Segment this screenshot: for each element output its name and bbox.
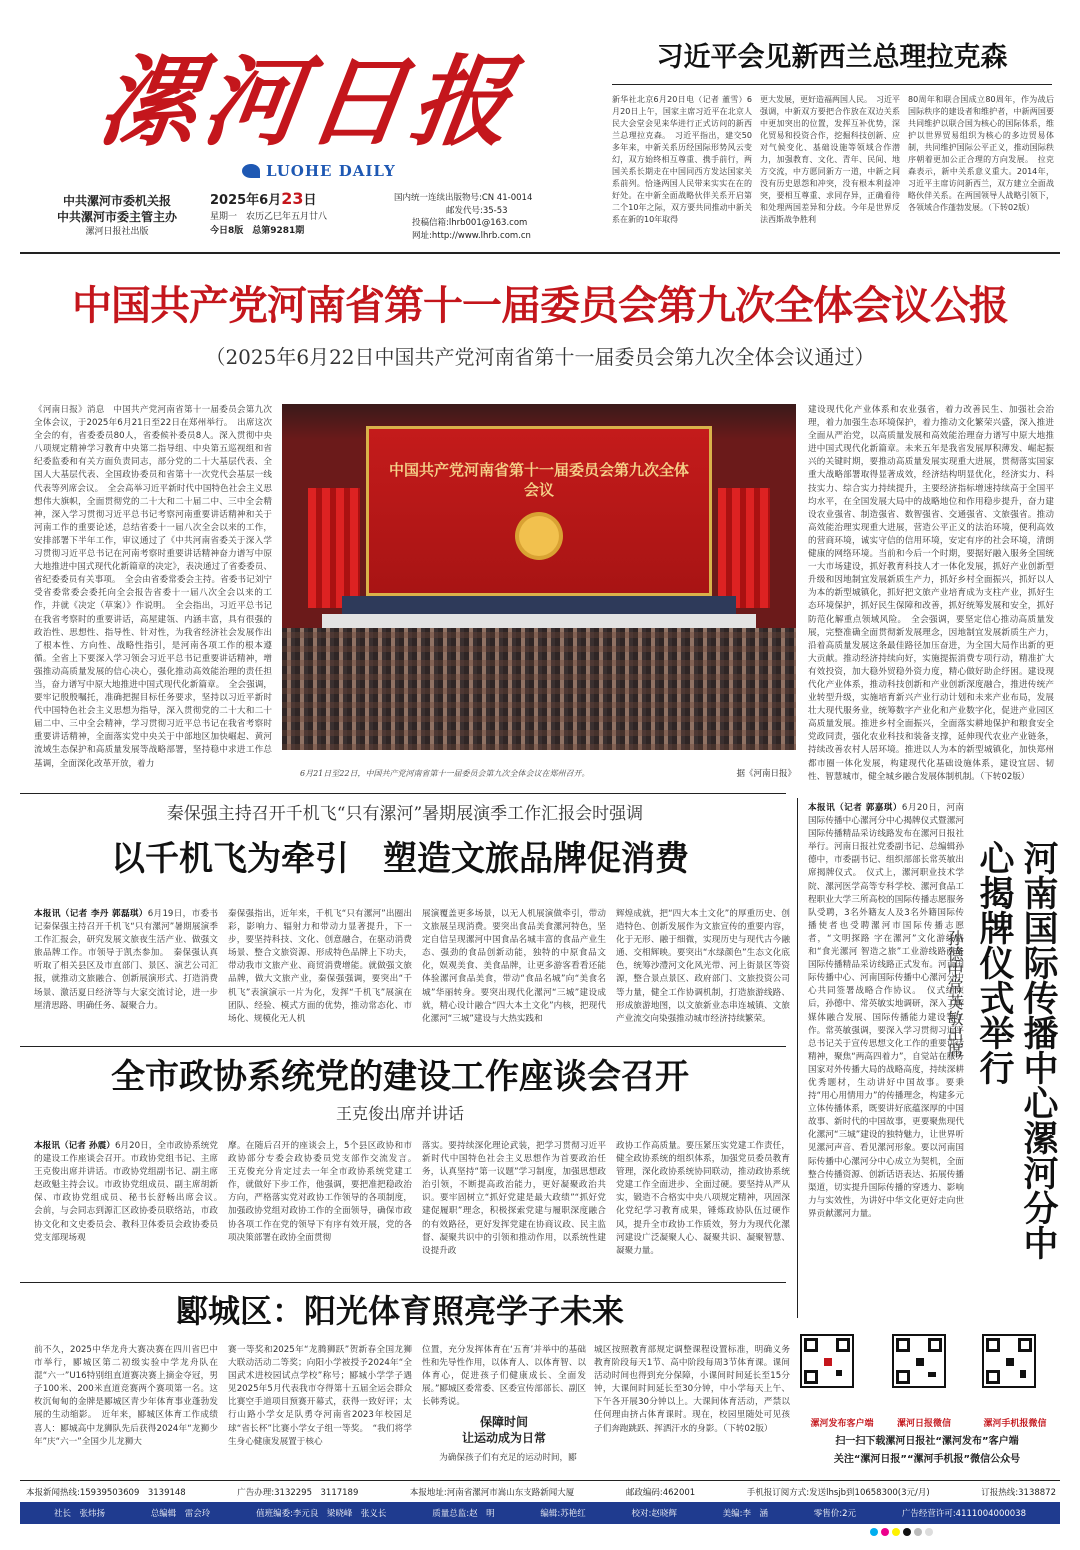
story5-byline: 本报讯（记者 郭嘉琪）	[808, 803, 902, 813]
story3-col-2: 摩。在随后召开的座谈会上，5个县区政协和市政协部分专委会政协委员党支部作交流发言。 王克俊充分肯定过去一年全市政协系统党建工作，就做好下步工作，他强调，要把准把稳政治方向，严格落实党对政协工作领导的各项制度，加强政协党组对政协工作的全面领导，确保市政协各项工作在党的领导下有序有效开展，党的各项决策部署在政协全面贯彻	[228, 1141, 421, 1243]
qr-area	[800, 1334, 1060, 1484]
story3-col-1	[34, 1140, 227, 1280]
masthead-logo	[242, 162, 396, 180]
section-rule-3	[20, 1282, 786, 1283]
footer-rule	[20, 1480, 1060, 1481]
story4-col-1: 前不久，2025中华龙舟大赛决赛在四川省巴中市举行，郾城区第二初级实验中学龙舟队在混“六一”U16特别组直道赛决赛上摘金夺冠，男子100米、200米直道竞赛两个赛项第一名。这枚沉甸甸的金牌是郾城区青少年体育事业蓬勃发展的生动缩影。 近年来，郾城区体育工作成绩喜人：郾城高中龙狮队先后获得2024年“龙狮少年”庆“六一”全国少儿龙狮大	[34, 1345, 218, 1447]
weekday-lunar: 星期一 农历乙巳年五月廿八	[210, 212, 328, 222]
footer-duty-editors: 值班编委:李元良 梁晓峰 张义长	[256, 1509, 387, 1519]
sidebar-divider	[797, 798, 798, 1318]
story3-col-4: 政协工作高质量。要压紧压实党建工作责任，健全政协系统的组织体系，加强党员委员教育管理，深化政协系统协同联动，推动政协系统党建工作全面进步、全面过硬。要坚持从严从实，锻造不合格实中央八项规定精神，巩固深化党纪学习教育成果，锤炼政协队伍过硬作风，提升全市政协工作质效，努力为现代化漯河建设广泛凝聚人心、凝聚共识、凝聚智慧、凝聚力量。	[616, 1141, 790, 1256]
photo-caption: 6月21日至22日，中国共产党河南省第十一届委员会第九次全体会议在郑州召开。	[300, 769, 590, 778]
qr-label-mobile: 漯河手机报微信	[983, 1419, 1047, 1429]
logo-mark-icon	[242, 164, 260, 178]
top-story-col-3: 80周年和联合国成立80周年，作为战后国际秩序的建设者和维护者，中新两国要共同维护以联合国为核心的国际体系，维护以世界贸易组织为核心的多边贸易体制，共同维护国际公平正义，推动国际秩序朝着更加公正合理的方向发展。 拉克森表示，新中关系意义重大。2014年，习近平主席访问新西兰，双方建立全面战略伙伴关系。在两国领导人战略引领下，各领域合作蓬勃发展。（下转02版）	[908, 95, 1054, 212]
footer-subscribe: 订报热线:3138872	[981, 1488, 1056, 1498]
story5-subheadline: 孙德中常英敏出席	[945, 930, 964, 1058]
story3-col-3: 落实。要持续深化理论武装，把学习贯彻习近平新时代中国特色社会主义思想作为首要政治任务，认真坚持“第一议题”学习制度，加强思想政治引领，不断提高政治能力，更好凝聚政治共识。要牢固树立“抓好党建是最大政绩”“抓好党建促履职”理念，积极探索党建与履职深度融合的有效路径，更好发挥党建在协商议政、民主监督、凝聚共识中的引领和推动作用，以系统性建设提升政	[422, 1141, 606, 1256]
postal-code: 邮发代号:35-53	[446, 205, 508, 216]
masthead-title: 漯河日报	[91, 45, 525, 160]
top-story-rule	[612, 84, 1052, 85]
masthead-rule	[20, 252, 1060, 254]
footer-license: 广告经营许可:4111004000038	[901, 1509, 1026, 1519]
qr-line-2: 关注“漯河日报”“漯河手机报”微信公众号	[833, 1454, 1021, 1465]
top-story-col-2: 更大发展，更好造福两国人民。 习近平强调，中新双方要把合作放在双边关系中更加突出的位置，发挥互补优势，深化贸易和投资合作，挖掘科技创新、应对气候变化、基础设施等领域合作潜力，加强教育、文化、青年、民间、地方交流，中方愿同新方一道，中新之间没有历史恩怨和冲突，没有根本利益冲突，要相互尊重、求同存异，正确看待和处理两国差异和分歧。今年是世界反法西斯战争胜利	[760, 95, 900, 224]
story2-col-2: 秦保强指出，近年来，千机飞“只有漯河”出圈出彩，影响力、辐射力和带动力显著提升，下一步，要坚持科技、文化、创意融合，在驱动消费场景、整合文旅资源、形成特色品牌上下功夫，带动我市文旅产业、商贸消费增能。就做强文旅品牌，做大文旅产业，秦保强强调，要突出“千机飞”表演演示一片为化，发挥“千机飞”展演在团队、经验、模式方面的优势，推动常态化、市场化、规模化无人机	[228, 909, 412, 1024]
qr-code-wechat[interactable]	[892, 1334, 946, 1388]
qr-code-app[interactable]	[800, 1334, 854, 1388]
story4-box	[422, 1414, 586, 1446]
footer-address: 本报地址:河南省漯河市嵩山东支路新闻大厦	[409, 1488, 575, 1498]
photo-credit: 据《河南日报》	[736, 769, 796, 779]
top-story-col-1: 新华社北京6月20日电（记者 董雪）6月20日上午，国家主席习近平在北京人民大会堂会见来华进行正式访问的新西兰总理拉克森。 习近平指出，建交50多年来，中新关系历经国际形势风云变幻，双方始终相互尊重、携手前行，两国关系长期走在中国同西方发达国家关系前列。恰逢两国人民带来实实在在的好处。在中新全面战略伙伴关系开启第二个10年之际，双方要共同推动中新关系在新的10年取得	[612, 95, 752, 224]
story5-text-body: 6月20日，河南国际传播中心漯河分中心揭牌仪式暨漯河国际传播精品采访线路发布在漯河日报社举行。河南日报社党委副书记、总编辑孙德中，市委副书记、组织部部长常英敏出席揭牌仪式。 仪式上，漯河职业技术学院、漯河医学高等专科学校、漯河食品工程职业大学三所高校的国际传播志愿服务队受聘，3名外籍友人及3名外籍国际传播使者也受聘漯河市国际传播志愿者，“文明探路 字在漯河”文化游线路和“食光漯河 智造之旅”工业游线路两条国际传播精品采访线路正式发布。河南国际传播中心、河南国际传播中心漯河分中心共同签署战略合作协议。 仪式结束后，孙德中、常英敏实地调研，深入了解媒体融合发展、国际传播能力建设等工作。常英敏强调，要深入学习贯彻习近平总书记关于宣传思想文化工作的重要讲话精神，聚焦“两高四着力”，自觉站在服务国家对外传播大局的战略高度，持续深耕优秀题材，生动讲好中国故事。要秉持“用心用情用力”的传播理念，构建多元立体传播体系，既要讲好底蕴深厚的中国故事、新时代的中国故事，更要聚焦现代化漯河“三城”建设的独特魅力，让世界听见漯河声音、看见漯河形象。要以河南国际传播中心漯河分中心成立为契机，全面整合传播资源、创新话语表达、拓展传播渠道，切实提升国际传播的穿透力、影响力与实效性，为讲好中华文化更好走向世界贡献漯河力量。	[808, 803, 964, 1219]
footer-row-1	[26, 1486, 1056, 1500]
footer-mobile-sub: 手机报订阅方式:发送lhsjb到10658300(3元/月)	[746, 1488, 930, 1498]
story3-subheadline: 王克俊出席并讲话	[335, 1104, 464, 1123]
cn-code: 国内统一连续出版物号:CN 41-0014	[394, 193, 533, 203]
party-emblem-icon	[519, 516, 559, 556]
sponsor-line-2: 中共漯河市委主管主办	[56, 210, 177, 224]
story2-col-1	[34, 908, 218, 1048]
footer-chief-editor: 总编辑 雷会玲	[150, 1509, 211, 1519]
qr-label-wechat: 漯河日报微信	[896, 1419, 951, 1429]
section-rule-1	[20, 793, 786, 794]
story2-col-1-text: 6月19日，市委书记秦保强主持召开千机飞“只有漯河”暑期展演季工作汇报会，研究发展文旅夜生活产业、做强文旅品牌工作。市领导于凯杰参加。 秦保强认真听取了相关县区及市直部门、景区、演艺公司汇报，就推动文旅融合、创新展演形式、打造消费场景、激活夏日经济等与大家交流讨论，进一步厘清思路、明确任务、凝聚合力。	[34, 909, 219, 1011]
story4-box-subtitle: 让运动成为日常	[461, 1431, 546, 1445]
publication-codes	[394, 192, 594, 242]
footer-designer: 美编:李 涵	[722, 1509, 768, 1519]
story2-byline: 本报讯（记者 李丹 郭磊琪）	[34, 909, 148, 919]
qr-line-1: 扫一扫下载漯河日报社“漯河发布”客户端	[835, 1436, 1019, 1447]
story3-col-1-text: 6月20日，全市政协系统党的建设工作座谈会召开。市政协党组书记、主席王克俊出席并讲话。市政协党组副书记、副主席赵政魁主持会议。市政协党组成员、副主席胡新保、市政协党组成员、秘书长舒畅出席会议。 会前，与会同志到源汇区政协委员联络站，市政协文化和文史委员会、教科卫体委员会政协委员党支部现场观	[34, 1141, 227, 1243]
story4-col-3b: 为确保孩子们有充足的运动时间，郾	[422, 1453, 577, 1463]
story4-headline: 郾城区：阳光体育照亮学子未来	[175, 1292, 624, 1330]
story5-headline: 河南国际传播中心漯河分中心揭牌仪式举行	[974, 840, 1059, 1260]
issue-day: 23	[281, 189, 304, 208]
story4-box-title: 保障时间	[479, 1415, 528, 1429]
edition-info: 今日8版 总第9281期	[210, 226, 305, 236]
footer-president: 社长 张炜扬	[54, 1509, 106, 1519]
photo-banner-text: 中国共产党河南省第十一届委员会第九次全体会议	[388, 461, 689, 499]
footer-staff-bar	[20, 1502, 1060, 1524]
story4-col-2: 赛一等奖和2025年“龙腾狮跃”贺新春全国龙狮大联动活动二等奖；向阳小学被授予2024年“全国武术进校园试点学校”称号；郾城小学学子遇见2025年5月代表我市夺得第十五届全运会群众比赛空手道项目预赛开幕式，获得一致好评；太行山路小学女足队勇夺河南省2023年校园足球“省长杯”比赛小学女子组一等奖。 “我们将学生身心健康发展置于核心	[228, 1345, 412, 1447]
main-headline: 中国共产党河南省第十一届委员会第九次全体会议公报	[72, 283, 1008, 329]
qr-label-app: 漯河发布客户端	[810, 1419, 874, 1429]
footer-quality: 质量总监:赵 明	[432, 1509, 495, 1519]
story2-col-3: 展演覆盖更多场景，以无人机展演做牵引，带动文旅展呈现消费。要突出食品美食漯河特色，坚定自信呈现漯河中国食品名城丰富的食品产业生态、强劲的食品创新动能，独特的中原食品文化，娱观美食、美食品牌，让更多游客看看还能体验漯河食品美食，带动“食品名城”向“美食名城”华丽转身。要突出现代化漯河“三城”建设成就，精心设计融合“四大本土文化”内核，把现代化漯河“三城”建设与大热实践和	[422, 909, 606, 1024]
website: 网址:http://www.lhrb.com.cn	[412, 230, 531, 241]
communique-left: 《河南日报》消息 中国共产党河南省第十一届委员会第九次全体会议，于2025年6月21日至22日在郑州举行。 出席这次全会的有，省委委员80人，省委候补委员8人。深入贯彻中央八项规定精神学习教育中央第二指导组、中央第五巡视组和省纪委监委和有关方面负责同志，部分党的二十大基层代表、全国人大基层代表、全国政协委员和省第十一次党代会基层一线代表等列席会议。 全会高举习近平新时代中国特色社会主义思想伟大旗帜，全面贯彻党的二十大和二十届二中、三中全会精神，深入学习贯彻习近平总书记考察河南重要讲话精神和关于河南工作的重要论述，总结省委十一届八次全会以来的工作，安排部署下半年工作，审议通过了《中共河南省委关于深入学习贯彻习近平总书记在河南考察时重要讲话精神奋力谱写中原大地推进中国式现代化新篇章的决定》，表决通过了省委委员、省纪委委员有关事项。 全会由省委常委会主持。省委书记刘宁受省委常委会委托向全会报告省委十一届八次全会以来的工作，并就《决定（草案）》作说明。 全会指出，习近平总书记在我省考察时的重要讲话，高屋建瓴、内涵丰富，具有很强的政治性、思想性、指导性、针对性，为我省经济社会发展作出了根本性、方向性、战略性指引，是河南各项工作的根本遵循。全省上下要深入学习领会习近平总书记重要讲话精神，增强推动高质量发展的信心决心，强化推动高效能治理的责任担当，奋力谱写中原大地推进中国式现代化新篇章。 全会强调，要牢记殷殷嘱托，准确把握目标任务要求，坚持以习近平新时代中国特色社会主义思想为指导，深入贯彻党的二十大和二十届二中、三中全会精神，学习贯彻习近平总书记在我省考察时重要讲话精神，全面落实党中央关于中部地区加快崛起、黄河流域生态保护和高质量发展等战略部署，坚持稳中求进工作总基调，全面深化改革开放，着力	[34, 405, 272, 769]
color-registration-marks	[870, 1528, 933, 1536]
story2-kicker: 秦保强主持召开千机飞“只有漯河”暑期展演季工作汇报会时强调	[166, 804, 644, 824]
publisher-line: 漯河日报社出版	[85, 227, 149, 237]
story3-headline: 全市政协系统党的建设工作座谈会召开	[111, 1057, 689, 1097]
footer-price: 零售价:2元	[813, 1509, 857, 1519]
masthead-english: LUOHE DAILY	[266, 162, 396, 180]
issue-date-block	[210, 190, 385, 238]
story4-col-4: 城区按照教育部规定调整课程设置标准，明确义务教育阶段每天1节、高中阶段每周3节体育课。课间活动时间也得到充分保障，小课间时间延长至15分钟，大课间时间延长至30分钟，中小学每天上午、下午各开展30分钟以上。大课间体育活动，严禁以任何理由挤占体育课时。现在，校园里随处可见孩子们奔跑跳跃、挥洒汗水的身影。（下转02版）	[594, 1345, 790, 1434]
sponsor-line-1: 中共漯河市委机关报	[62, 194, 171, 208]
story2-col-4: 辉煌成就，把“四大本土文化”的厚重历史、创造特色、创新发展作为文旅宣传的重要内容，化于无形、融于细微，实现历史与现代古今融通、交相辉映。要突出“水绿颜色”生态文化底色，统筹沙澧河文化风光带、河上街景区等资源，整合景点景区、政府部门、文旅投资公司等力量，健全工作协调机制，打造旅游线路、形成旅游地图，以文旅新业态串连城镇、文旅产业流交向染强推动城市经济持续繁荣。	[616, 909, 790, 1024]
story3-byline: 本报讯（记者 孙震）	[34, 1141, 115, 1151]
footer-ads: 广告办理:3132295 3117189	[237, 1488, 359, 1498]
section-rule-2	[20, 1046, 786, 1047]
footer-editor: 编辑:苏艳红	[540, 1509, 586, 1519]
plenary-photo	[282, 404, 796, 750]
submission-email: 投稿信箱:lhrb001@163.com	[412, 218, 528, 228]
issue-date: 2025年6月	[210, 193, 282, 208]
footer-hotline: 本报新闻热线:15939503609 3139148	[26, 1488, 186, 1498]
masthead-sponsor	[42, 193, 192, 239]
communique-right: 建设现代化产业体系和农业强省，着力改善民生、加强社会治理，着力加强生态环境保护，着力推动文化繁荣兴盛，深入推进全面从严治党，以高质量发展和高效能治理奋力谱写中原大地推进中国式现代化新篇章。未来五年是我省发展厚积薄发、崛起振兴的关键时期，要推动高质量发展实现重大进展，贯彻落实国家重大战略部署取得显著成效，经济结构明显优化，经济实力、科技实力、综合实力持续提升，主要经济指标增速持续高于全国平均水平，在全国发展大局中的战略地位和作用稳步提升，奋力建设农业强省、制造强省、数智强省、交通强省、文旅强省。推动高效能治理实现重大进展，营造公平正义的法治环境，便利高效的营商环境，诚实守信的信用环境，安定有序的社会环境，清朗健康的网络环境。当前和今后一个时期，要据好融入服务全国统一大市场建设，抓好教育科技人才一体化发展，抓好产业创新型升级和因地制宜发展新质生产力，抓好乡村全面振兴，抓好以人为本的新型城镇化，抓好把文旅产业培育成为支柱产业，抓好生态环境保护，抓好民生保障和改善，抓好统筹发展和安全，抓好防范化解重点领域风险。 全会强调，要坚定信心推动高质量发展，完整准确全面贯彻新发展理念，因地制宜发展新质生产力，沿着高质量发展这条最佳路径加压奋进，为全国大局作出新的更大贡献。推动经济持续向好，实施提振消费专项行动，精准扩大有效投资，加大稳外贸稳外资力度，精心做好助企纾困。建设现代化产业体系，推动科技创新和产业创新深度融合，推进传统产业转型升级，实施培育新兴产业行动计划和未来产业布局，发展壮大现代服务业，统筹数字产业化和产业数字化，促进产业园区高质量发展。推进乡村全面振兴，全面落实耕地保护和粮食安全党政同责，强化农业科技和装备支撑，延伸现代农业产业链条，持续改善农村人居环境。推进以人为本的新型城镇化，加快郑州都市圈一体化发展，构建现代化基础设施体系，建设宜居、韧性、智慧城市，健全城乡融合发展体制机制。（下转02版）	[808, 405, 1054, 782]
main-subheadline: （2025年6月22日中国共产党河南省第十一届委员会第九次全体会议通过）	[205, 345, 875, 369]
issue-date-suffix: 日	[303, 193, 317, 208]
footer-proofreader: 校对:赵晓辉	[631, 1509, 677, 1519]
story2-headline: 以千机飞为牵引 塑造文旅品牌促消费	[111, 839, 689, 879]
qr-code-mobile[interactable]	[982, 1334, 1036, 1388]
story4-col-3: 位置，充分发挥体育在‘五育’并举中的基础性和先导性作用，以体育人、以体育智、以体育心，促进孩子们健康成长、全面发展。”郾城区委常委、区委宣传部部长、副区长韩秀说。	[422, 1345, 586, 1408]
top-story-headline: 习近平会见新西兰总理拉克森	[656, 42, 1008, 73]
footer-zip: 邮政编码:462001	[625, 1488, 696, 1498]
